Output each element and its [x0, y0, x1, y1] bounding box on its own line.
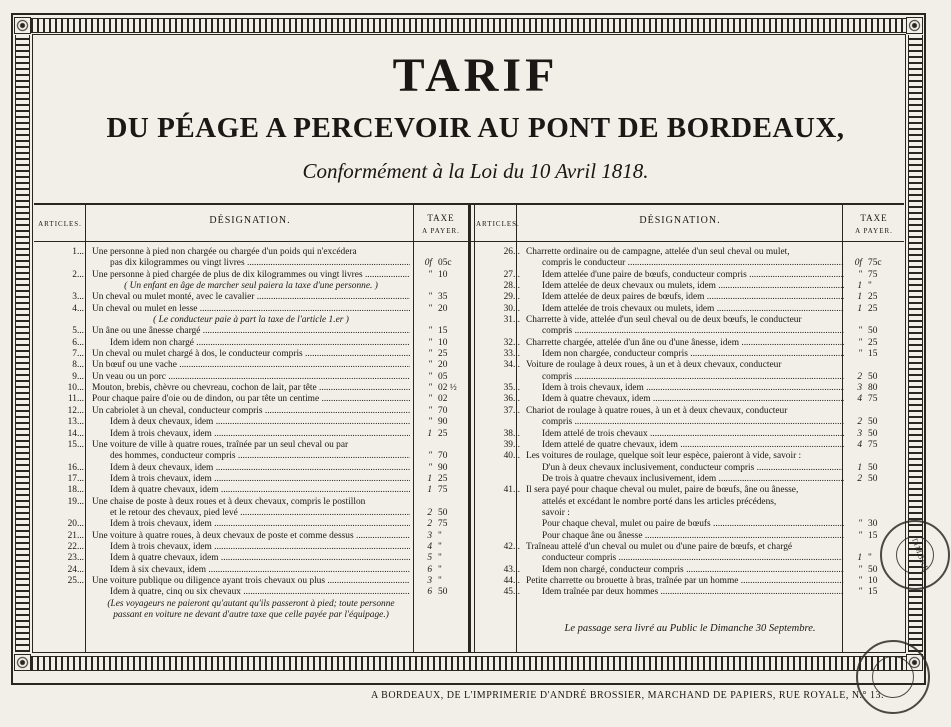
article-number: 9... — [72, 371, 84, 382]
article-designation: D'un à deux chevaux inclusivement, conducteur compris ..... — [542, 463, 844, 474]
tax-francs: " — [428, 371, 432, 382]
tariff-row — [36, 270, 466, 281]
header-taxe-left: TAXE — [427, 213, 455, 223]
ink-stamp-seal — [856, 640, 930, 714]
tax-francs: " — [428, 326, 432, 337]
tax-centimes: 25 — [438, 349, 448, 360]
tax-centimes: " — [438, 530, 442, 541]
tariff-row — [476, 542, 904, 553]
article-designation: Traîneau attelé d'un cheval ou mulet ou d'une paire de bœufs, et chargé — [526, 541, 793, 552]
tax-francs: " — [858, 519, 862, 530]
article-number: 22... — [67, 541, 84, 552]
article-designation: des hommes, conducteur compris ..... — [110, 451, 410, 462]
tariff-row — [36, 338, 466, 349]
article-designation: Idem à deux chevaux, idem ..... — [110, 463, 410, 474]
tax-francs: 1 — [857, 553, 862, 564]
tariff-row — [36, 304, 466, 315]
article-number: 17... — [67, 473, 84, 484]
tax-francs: " — [858, 564, 862, 575]
tariff-row — [36, 258, 466, 269]
tax-francs: 3 — [857, 383, 862, 394]
article-designation: Idem attelée de deux paires de bœufs, idem ..... — [542, 292, 844, 303]
tax-centimes: 30 — [868, 519, 878, 530]
document-title: TARIF — [392, 49, 559, 102]
article-number: 8... — [72, 360, 84, 371]
article-designation: (Les voyageurs ne paieront qu'autant qu'ils passeront à pied; toute personne — [107, 598, 395, 609]
article-number: 18... — [67, 485, 84, 496]
article-designation: Pour chaque cheval, mulet ou paire de bœufs ..... — [542, 519, 844, 530]
article-number: 38... — [503, 428, 520, 439]
tax-centimes: 50 — [868, 428, 878, 439]
article-number: 11... — [67, 394, 84, 405]
tax-centimes: " — [438, 553, 442, 564]
article-designation: ( Un enfant en âge de marcher seul paiera la taxe d'une personne. ) — [124, 281, 378, 292]
tax-francs: 2 — [857, 473, 862, 484]
header-apayer-left: A PAYER. — [422, 227, 460, 235]
article-designation: Idem attelé de trois chevaux ..... — [542, 429, 844, 440]
printer-imprint: A BORDEAUX, DE L'IMPRIMERIE D'ANDRÉ BROSSIER, MARCHAND DE PAPIERS, RUE ROYALE, N.° 13. — [371, 690, 885, 701]
tariff-row — [36, 372, 466, 383]
article-designation: ( Le conducteur paie à part la taxe de l'article 1.er ) — [153, 315, 349, 326]
tariff-row — [476, 383, 904, 394]
tax-francs: " — [428, 360, 432, 371]
article-designation: Idem attelée de trois chevaux ou mulets, idem ..... — [542, 304, 844, 315]
tariff-row — [476, 553, 904, 564]
article-designation: Un âne ou une ânesse chargé ..... — [92, 326, 410, 337]
tariff-row — [476, 463, 904, 474]
article-designation: Un cheval ou mulet monté, avec le cavalier ..... — [92, 292, 410, 303]
tax-centimes: 35 — [438, 292, 448, 303]
tariff-row — [36, 553, 466, 564]
tariff-row — [476, 587, 904, 598]
article-number: 4... — [72, 303, 84, 314]
article-designation: Idem à trois chevaux, idem ..... — [110, 429, 410, 440]
tax-centimes: 50 — [868, 564, 878, 575]
tariff-row — [476, 292, 904, 303]
tax-francs: 1 — [427, 473, 432, 484]
tax-centimes: " — [868, 281, 872, 292]
tax-francs: " — [428, 451, 432, 462]
tariff-row — [36, 576, 466, 587]
tax-francs: 6 — [427, 587, 432, 598]
tariff-row — [36, 497, 466, 508]
article-number: 40... — [503, 451, 520, 462]
article-designation: savoir : — [542, 507, 570, 518]
article-designation: et le retour des chevaux, pied levé ..... — [110, 508, 410, 519]
tax-stamp-seal — [880, 520, 950, 590]
tariff-row — [476, 338, 904, 349]
tariff-row — [476, 326, 904, 337]
tax-centimes: 20 — [438, 303, 448, 314]
article-designation: Les voitures de roulage, quelque soit leur espèce, paieront à vide, savoir : — [526, 451, 802, 462]
tax-centimes: 15 — [438, 326, 448, 337]
header-designation-left: DÉSIGNATION. — [209, 215, 291, 226]
article-designation: attelés et excédant le nombre porté dans les articles précédens, — [542, 496, 777, 507]
tax-francs: " — [428, 337, 432, 348]
stamp-text: TIMBRE — [909, 535, 931, 574]
article-number: 28... — [503, 281, 520, 292]
tax-centimes: 25 — [868, 337, 878, 348]
tax-centimes: 20 — [438, 360, 448, 371]
tariff-row — [476, 417, 904, 428]
article-number: 25... — [67, 575, 84, 586]
article-number: 31... — [503, 315, 520, 326]
article-number: 14... — [67, 428, 84, 439]
article-designation: Idem non chargée, conducteur compris ..... — [542, 349, 844, 360]
article-designation: Charrette chargée, attelée d'un âne ou d'une ânesse, idem ..... — [526, 338, 844, 349]
tax-centimes: 15 — [868, 530, 878, 541]
tax-francs: 2 — [857, 417, 862, 428]
tariff-row — [476, 565, 904, 576]
tariff-row — [476, 440, 904, 451]
article-number: 35... — [503, 383, 520, 394]
article-number: 20... — [67, 519, 84, 530]
tariff-row — [36, 281, 466, 292]
tariff-row — [36, 485, 466, 496]
article-designation: Idem attelée de deux chevaux ou mulets, idem ..... — [542, 281, 844, 292]
tax-centimes: 50 — [868, 462, 878, 473]
article-number: 5... — [72, 326, 84, 337]
tax-centimes: 70 — [438, 451, 448, 462]
tariff-row — [476, 576, 904, 587]
tariff-row — [36, 406, 466, 417]
tax-francs: 2 — [427, 507, 432, 518]
tax-centimes: 75 — [868, 439, 878, 450]
center-divider — [468, 205, 471, 652]
article-designation: Idem à quatre, cinq ou six chevaux ..... — [110, 587, 410, 598]
article-designation: Un veau ou un porc ..... — [92, 372, 410, 383]
article-designation: Idem traînée par deux hommes ..... — [542, 587, 844, 598]
header-apayer-right: A PAYER. — [855, 227, 893, 235]
article-number: 24... — [67, 564, 84, 575]
article-designation: Une chaise de poste à deux roues et à deux chevaux, compris le postillon — [92, 496, 366, 507]
tariff-row — [36, 451, 466, 462]
tax-francs: 5 — [427, 553, 432, 564]
tariff-row — [476, 360, 904, 371]
decorative-border-bottom — [31, 656, 906, 671]
tax-centimes: 05 — [438, 371, 448, 382]
tariff-row — [36, 383, 466, 394]
tax-francs: " — [858, 337, 862, 348]
tax-francs: 3 — [427, 530, 432, 541]
article-designation: Idem idem non chargé ..... — [110, 338, 410, 349]
article-designation: Idem à quatre chevaux, idem ..... — [110, 485, 410, 496]
tariff-row — [476, 270, 904, 281]
article-number: 26... — [503, 247, 520, 257]
tariff-row — [36, 463, 466, 474]
corner-ornament-top-right — [906, 17, 923, 34]
article-designation: Une voiture de ville à quatre roues, traînée par un seul cheval ou par — [92, 439, 349, 450]
article-number: 43... — [503, 564, 520, 575]
article-designation: Chariot de roulage à quatre roues, à un et à deux chevaux, conducteur — [526, 405, 788, 416]
article-designation: conducteur compris ..... — [542, 553, 844, 564]
tariff-row — [36, 474, 466, 485]
article-designation: Une personne à pied non chargée ou chargée d'un poids qui n'excédera — [92, 247, 357, 257]
tariff-row — [476, 281, 904, 292]
article-designation: Charrette ordinaire ou de campagne, attelée d'un seul cheval ou mulet, — [526, 247, 790, 257]
tax-francs: 1 — [427, 485, 432, 496]
tax-centimes: 50 — [438, 587, 448, 598]
tax-francs: 1 — [857, 462, 862, 473]
tax-centimes: 25 — [868, 292, 878, 303]
tax-centimes: 15 — [868, 349, 878, 360]
article-designation: Une voiture publique ou diligence ayant trois chevaux ou plus ..... — [92, 576, 410, 587]
tax-francs: 0f — [424, 258, 432, 269]
tariff-row — [476, 519, 904, 530]
article-designation: compris ..... — [542, 372, 844, 383]
tariff-row — [476, 429, 904, 440]
article-number: 39... — [503, 439, 520, 450]
article-number: 32... — [503, 337, 520, 348]
article-number: 10... — [67, 383, 84, 394]
tax-centimes: 80 — [868, 383, 878, 394]
article-designation: Une personne à pied chargée de plus de dix kilogrammes ou vingt livres ..... — [92, 270, 410, 281]
tariff-row — [36, 326, 466, 337]
article-designation: Une voiture à quatre roues, à deux chevaux de poste et comme dessus ..... — [92, 531, 410, 542]
tax-francs: " — [428, 292, 432, 303]
tax-centimes: 50 — [868, 473, 878, 484]
tariff-row — [36, 315, 466, 326]
tax-francs: " — [428, 417, 432, 428]
tax-centimes: 10 — [438, 337, 448, 348]
tax-francs: " — [858, 326, 862, 337]
article-designation: pas dix kilogrammes ou vingt livres ..... — [110, 258, 410, 269]
article-number: 30... — [503, 303, 520, 314]
article-designation: Un cheval ou mulet chargé à dos, le conducteur compris ..... — [92, 349, 410, 360]
article-designation: Idem attelée d'une paire de bœufs, conducteur compris ..... — [542, 270, 844, 281]
article-number: 21... — [67, 530, 84, 541]
tax-centimes: 90 — [438, 462, 448, 473]
tax-centimes: 75 — [868, 394, 878, 405]
corner-ornament-top-left — [14, 17, 31, 34]
article-designation: Charrette à vide, attelée d'un seul cheval ou de deux bœufs, le conducteur — [526, 315, 802, 326]
tax-centimes: 25 — [438, 473, 448, 484]
article-number: 6... — [72, 337, 84, 348]
tax-francs: " — [858, 575, 862, 586]
article-number: 2... — [72, 269, 84, 280]
article-number: 16... — [67, 462, 84, 473]
tariff-row — [36, 519, 466, 530]
article-designation: Idem à quatre chevaux, idem ..... — [542, 394, 844, 405]
right-tariff-list — [476, 247, 904, 599]
article-designation: Voiture de roulage à deux roues, à un et à deux chevaux, conducteur — [526, 360, 782, 371]
tariff-row — [476, 451, 904, 462]
article-number: 37... — [503, 405, 520, 416]
article-designation: Idem à trois chevaux, idem ..... — [542, 383, 844, 394]
tax-centimes: 50 — [868, 417, 878, 428]
tax-centimes: " — [868, 553, 872, 564]
tariff-row — [476, 394, 904, 405]
tax-francs: " — [858, 587, 862, 598]
article-designation: Un bœuf ou une vache ..... — [92, 360, 410, 371]
article-number: 27... — [503, 269, 520, 280]
article-number: 44... — [503, 575, 520, 586]
tax-francs: " — [428, 405, 432, 416]
article-number: 3... — [72, 292, 84, 303]
tariff-row — [476, 315, 904, 326]
article-number: 15... — [67, 439, 84, 450]
tax-francs: 1 — [857, 281, 862, 292]
article-designation: Idem à trois chevaux, idem ..... — [110, 474, 410, 485]
decorative-border-top — [31, 18, 906, 33]
tariff-row — [36, 394, 466, 405]
tax-centimes: 70 — [438, 405, 448, 416]
tariff-row — [476, 258, 904, 269]
tax-francs: 4 — [857, 439, 862, 450]
tariff-row — [476, 497, 904, 508]
article-designation: Un cabriolet à un cheval, conducteur compris ..... — [92, 406, 410, 417]
tariff-row — [36, 292, 466, 303]
article-number: 41... — [503, 485, 520, 496]
article-designation: Idem à six chevaux, idem ..... — [110, 565, 410, 576]
article-designation: Idem à quatre chevaux, idem ..... — [110, 553, 410, 564]
article-number: 42... — [503, 541, 520, 552]
article-number: 23... — [67, 553, 84, 564]
tariff-row — [476, 531, 904, 542]
article-designation: compris le conducteur ..... — [542, 258, 844, 269]
tariff-row — [476, 349, 904, 360]
article-designation: Pour chaque paire d'oie ou de dindon, ou par tête un centime ..... — [92, 394, 410, 405]
article-designation: De trois à quatre chevaux inclusivement, idem ..... — [542, 474, 844, 485]
article-designation: passant en voiture ne devant d'autre taxe que celle payée par l'équipage.) — [113, 610, 389, 620]
article-designation: Un cheval ou mulet en lesse ..... — [92, 304, 410, 315]
tax-francs: 1 — [427, 428, 432, 439]
opening-notice: Le passage sera livré au Public le Dimanche 30 Septembre. — [564, 623, 816, 634]
tax-centimes: 10 — [438, 269, 448, 280]
tax-centimes: 50 — [868, 326, 878, 337]
header-designation-right: DÉSIGNATION. — [639, 215, 721, 226]
tax-centimes: " — [438, 541, 442, 552]
tax-centimes: 50 — [438, 507, 448, 518]
tariff-row — [476, 508, 904, 519]
article-designation: Pour chaque âne ou ânesse ..... — [542, 531, 844, 542]
tariff-row — [36, 349, 466, 360]
tax-francs: 3 — [857, 428, 862, 439]
tax-centimes: 75 — [868, 269, 878, 280]
tariff-row — [36, 360, 466, 371]
tariff-row — [476, 304, 904, 315]
tax-centimes: 25 — [438, 428, 448, 439]
tax-centimes: 10 — [868, 575, 878, 586]
tariff-row — [36, 429, 466, 440]
article-designation: compris ..... — [542, 326, 844, 337]
tariff-row — [36, 417, 466, 428]
tax-centimes: 15 — [868, 587, 878, 598]
tariff-row — [476, 406, 904, 417]
tax-francs: " — [858, 530, 862, 541]
document-subtitle: DU PÉAGE A PERCEVOIR AU PONT DE BORDEAUX, — [106, 112, 845, 144]
article-designation: Mouton, brebis, chèvre ou chevreau, cochon de lait, par tête ..... — [92, 383, 410, 394]
tariff-row — [36, 565, 466, 576]
tariff-row — [476, 247, 904, 258]
tax-centimes: " — [438, 575, 442, 586]
document-tagline: Conformément à la Loi du 10 Avril 1818. — [302, 159, 649, 183]
tariff-row — [36, 508, 466, 519]
tax-centimes: 75 — [438, 485, 448, 496]
tariff-row — [36, 610, 466, 621]
tax-francs: 2 — [857, 371, 862, 382]
tariff-row — [36, 531, 466, 542]
tax-francs: " — [428, 394, 432, 405]
tariff-row — [36, 587, 466, 598]
tariff-row — [476, 485, 904, 496]
tax-francs: " — [428, 303, 432, 314]
article-number: 12... — [67, 405, 84, 416]
article-designation: Idem à trois chevaux, idem ..... — [110, 519, 410, 530]
tax-francs: " — [858, 269, 862, 280]
tariff-row — [36, 247, 466, 258]
article-number: 19... — [67, 496, 84, 507]
header-articles-right: ARTICLES. — [476, 220, 520, 228]
tax-centimes: 75 — [438, 519, 448, 530]
tax-francs: " — [858, 349, 862, 360]
tax-centimes: 50 — [868, 371, 878, 382]
article-number: 33... — [503, 349, 520, 360]
article-designation: compris ..... — [542, 417, 844, 428]
article-number: 45... — [503, 587, 520, 598]
header-articles-left: ARTICLES. — [38, 220, 82, 228]
tariff-row — [36, 440, 466, 451]
article-number: 36... — [503, 394, 520, 405]
tax-francs: 1 — [857, 303, 862, 314]
tariff-row — [476, 474, 904, 485]
tax-francs: 3 — [427, 575, 432, 586]
article-number: 1... — [72, 247, 84, 257]
tariff-row — [36, 599, 466, 610]
tax-francs: " — [428, 269, 432, 280]
tax-francs: " — [428, 462, 432, 473]
article-number: 7... — [72, 349, 84, 360]
left-tariff-list — [36, 247, 466, 621]
tariff-row — [476, 372, 904, 383]
article-number: 13... — [67, 417, 84, 428]
tax-centimes: 05c — [438, 258, 452, 269]
tax-francs: 1 — [857, 292, 862, 303]
corner-ornament-bottom-left — [14, 654, 31, 671]
center-divider-inner — [474, 205, 475, 652]
tariff-row — [36, 542, 466, 553]
article-designation: Idem attelé de quatre chevaux, idem ..... — [542, 440, 844, 451]
tax-centimes: 02 ½ — [438, 383, 457, 394]
tax-francs: " — [428, 383, 432, 394]
tax-centimes: 25 — [868, 303, 878, 314]
tax-francs: 6 — [427, 564, 432, 575]
tax-francs: 4 — [857, 394, 862, 405]
article-designation: Idem non chargé, conducteur compris ..... — [542, 565, 844, 576]
article-designation: Petite charrette ou brouette à bras, traînée par un homme ..... — [526, 576, 844, 587]
article-designation: Idem à trois chevaux, idem ..... — [110, 542, 410, 553]
tax-francs: " — [428, 349, 432, 360]
header-taxe-right: TAXE — [860, 213, 888, 223]
tax-centimes: 75c — [868, 258, 882, 269]
tax-centimes: 02 — [438, 394, 448, 405]
article-designation: Il sera payé pour chaque cheval ou mulet, paire de bœufs, âne ou ânesse, — [526, 485, 799, 496]
article-designation: Idem à deux chevaux, idem ..... — [110, 417, 410, 428]
article-number: 34... — [503, 360, 520, 371]
tax-francs: 2 — [427, 519, 432, 530]
tax-francs: 0f — [854, 258, 862, 269]
tax-centimes: " — [438, 564, 442, 575]
article-number: 29... — [503, 292, 520, 303]
tax-francs: 4 — [427, 541, 432, 552]
tax-centimes: 90 — [438, 417, 448, 428]
